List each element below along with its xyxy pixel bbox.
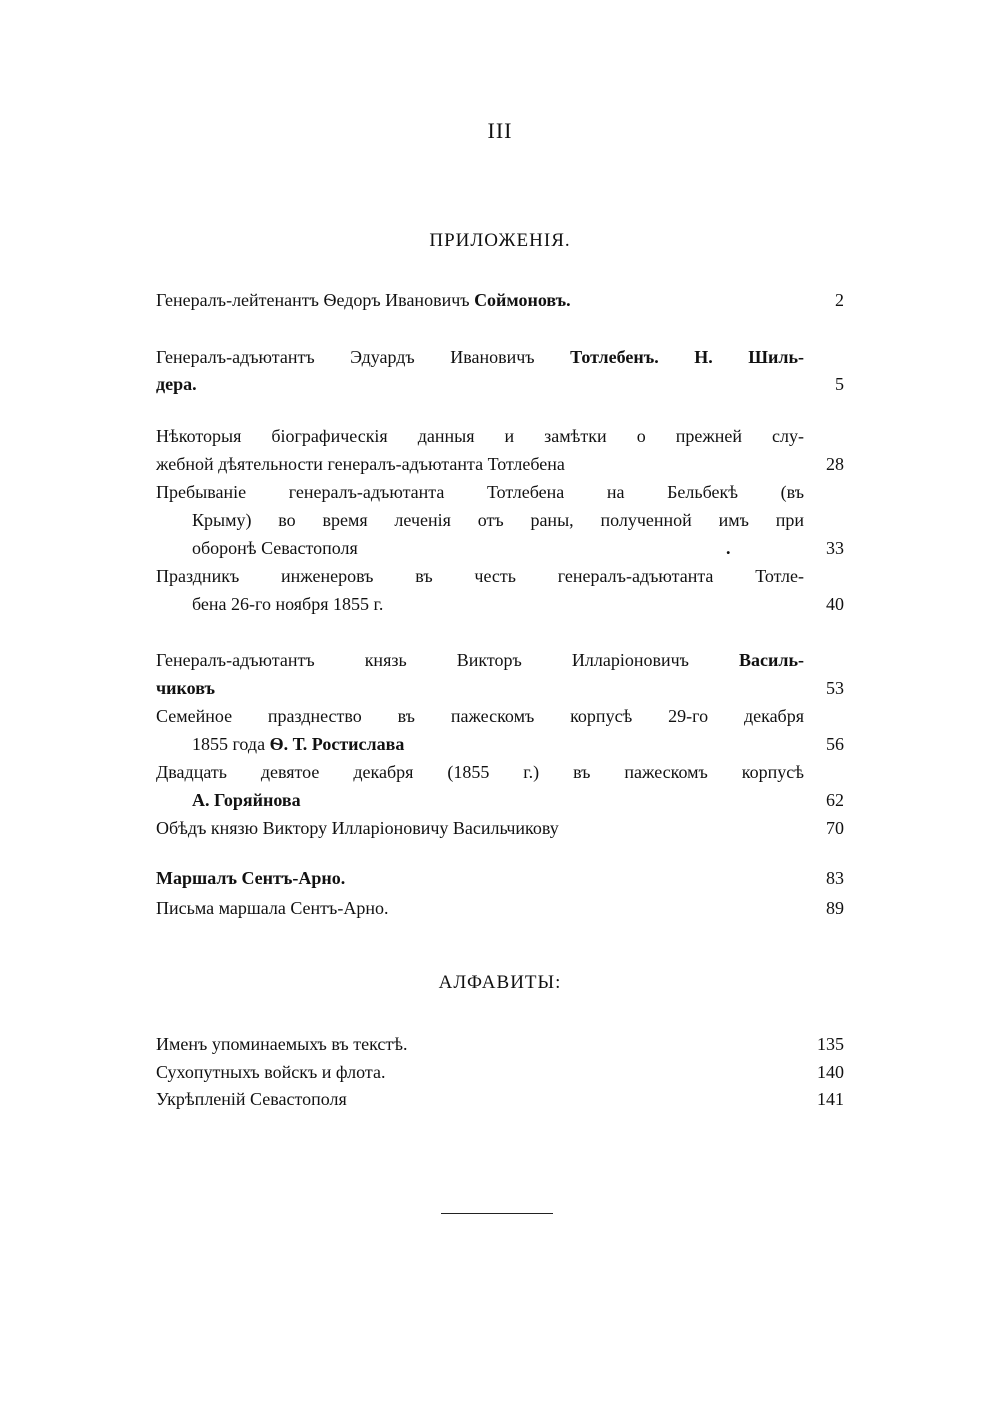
page-ref: 5 [835,374,844,394]
page-ref: 140 [817,1062,844,1082]
leader-dot: . [726,538,731,558]
section-heading-indexes: АЛФАВИТЫ: [438,972,562,993]
entry-text-bold: Соймоновъ. [474,290,571,310]
toc-subentry-cont: жебной дѣятельности генералъ-адъютанта Тотлебена [156,454,565,474]
entry-text: Генералъ-адъютантъ князь Викторъ Илларіоновичъ [156,650,689,670]
index-entry: Сухопутныхъ войскъ и флота. [156,1062,386,1082]
page-ref: 62 [826,790,844,810]
toc-subentry: Нѣкоторыя біографическія данныя и замѣтки о прежней слу- [156,426,804,446]
page-ref: 83 [826,868,844,888]
entry-text: Генералъ-адъютантъ Эдуардъ Ивановичъ [156,347,535,367]
toc-entry-vasilchikov [156,648,804,672]
page-ref: 56 [826,734,844,754]
toc-subentry-cont: Крыму) во время леченія отъ раны, полученной имъ при [192,510,804,530]
page-ref: 141 [817,1089,844,1109]
page-ref: 53 [826,678,844,698]
section-heading-appendices: ПРИЛОЖЕНІЯ. [429,230,571,251]
toc-subentry: Обѣдъ князю Виктору Илларіоновичу Васильчикову [156,818,559,838]
index-entry: Укрѣпленій Севастополя [156,1089,347,1109]
page-ref: 135 [817,1034,844,1054]
toc-entry-vasilchikov-cont: чиковъ [156,678,215,698]
toc-subentry-cont: оборонѣ Севастополя [192,538,358,558]
page-ref: 33 [826,538,844,558]
page-ref: 40 [826,594,844,614]
toc-entry-saint-arnaud: Маршалъ Сентъ-Арно. [156,868,346,888]
entry-text-bold: Василь- [739,650,804,670]
toc-subentry: Семейное празднество въ пажескомъ корпусѣ 29-го декабря [156,706,804,726]
toc-entry-totleben [156,345,804,369]
toc-entry-totleben-cont: дера. [156,374,197,394]
toc-entry-soimonov [156,288,804,312]
index-entry: Именъ упоминаемыхъ въ текстѣ. [156,1034,408,1054]
page-ref: 70 [826,818,844,838]
page-ref: 2 [835,290,844,310]
toc-subentry-cont: бена 26-го ноября 1855 г. [192,594,384,614]
toc-subentry-cont [192,732,804,756]
page-ref: 28 [826,454,844,474]
toc-subentry-cont: А. Горяйнова [192,790,301,810]
page-ref: 89 [826,898,844,918]
end-rule-divider [441,1213,553,1214]
toc-subentry: Пребываніе генералъ-адъютанта Тотлебена на Бельбекѣ (въ [156,482,804,502]
toc-subentry: Праздникъ инженеровъ въ честь генералъ-адъютанта Тотле- [156,566,804,586]
entry-author-bold: Ѳ. Т. Ростислава [269,734,405,754]
entry-text: Генералъ-лейтенантъ Ѳедоръ Ивановичъ [156,290,470,310]
toc-subentry: Двадцать девятое декабря (1855 г.) въ пажескомъ корпусѣ [156,762,804,782]
toc-subentry: Письма маршала Сентъ-Арно. [156,898,389,918]
entry-text: 1855 года [192,734,266,754]
page-number: III [487,118,513,143]
entry-text-bold: Тотлебенъ. Н. Шиль- [570,347,805,367]
